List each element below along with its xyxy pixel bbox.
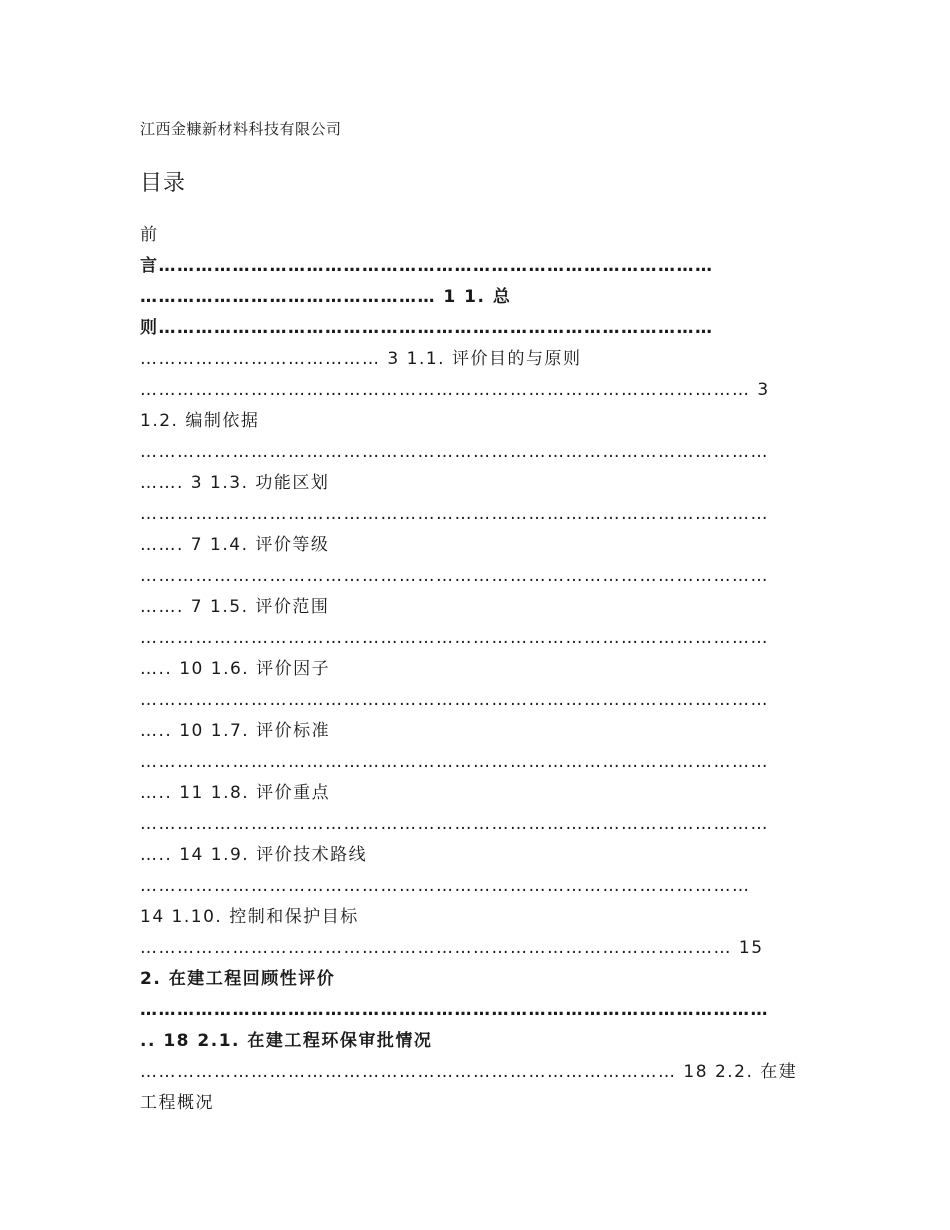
toc-line: …………………………………………………………………………… 18 2.2. 在建 (140, 1062, 798, 1082)
toc-line: 则……………………………………………………………………………… (140, 318, 714, 338)
toc-line: ……………………………………………………………………………………… (140, 876, 751, 896)
toc-line: ………………………………………………………………………………………… (140, 504, 769, 524)
toc-title: 目录 (140, 171, 187, 196)
toc-line: ………………………………………………………………………………………… (140, 690, 769, 710)
toc-line: ………………………………………………………………………………………… (140, 566, 769, 586)
toc-line: ……. 7 1.4. 评价等级 (140, 535, 330, 555)
toc-line: 言……………………………………………………………………………… (140, 256, 714, 276)
toc-line: ………………………………………… 1 1. 总 (140, 287, 512, 307)
toc-line: ……. 3 1.3. 功能区划 (140, 473, 330, 493)
toc-line: ….. 14 1.9. 评价技术路线 (140, 845, 368, 865)
toc-line: ………………………………………………………………………………………… (140, 628, 769, 648)
toc-line: ….. 11 1.8. 评价重点 (140, 783, 331, 803)
toc-line: ………………………………………………………………………………………… (140, 442, 769, 462)
toc-line: .. 18 2.1. 在建工程环保审批情况 (140, 1031, 433, 1051)
toc-line: ………………………………………………………………………………………… (140, 1000, 769, 1020)
toc-line: 14 1.10. 控制和保护目标 (140, 907, 359, 927)
toc-line: ….. 10 1.7. 评价标准 (140, 721, 331, 741)
toc-line: 2. 在建工程回顾性评价 (140, 969, 336, 989)
toc-line: 前 (140, 225, 159, 245)
toc-line: 1.2. 编制依据 (140, 411, 260, 431)
toc-line: ……. 7 1.5. 评价范围 (140, 597, 330, 617)
company-name: 江西金糠新材料科技有限公司 (140, 120, 342, 138)
toc-line: ………………………………………………………………………………………… (140, 752, 769, 772)
toc-line: ………………………………… 3 1.1. 评价目的与原则 (140, 349, 582, 369)
toc-line: 工程概况 (140, 1093, 214, 1113)
toc-line: ….. 10 1.6. 评价因子 (140, 659, 331, 679)
toc-line: ……………………………………………………………………………………… 3 (140, 380, 770, 400)
toc-line: …………………………………………………………………………………… 15 (140, 938, 764, 958)
toc-line: ………………………………………………………………………………………… (140, 814, 769, 834)
